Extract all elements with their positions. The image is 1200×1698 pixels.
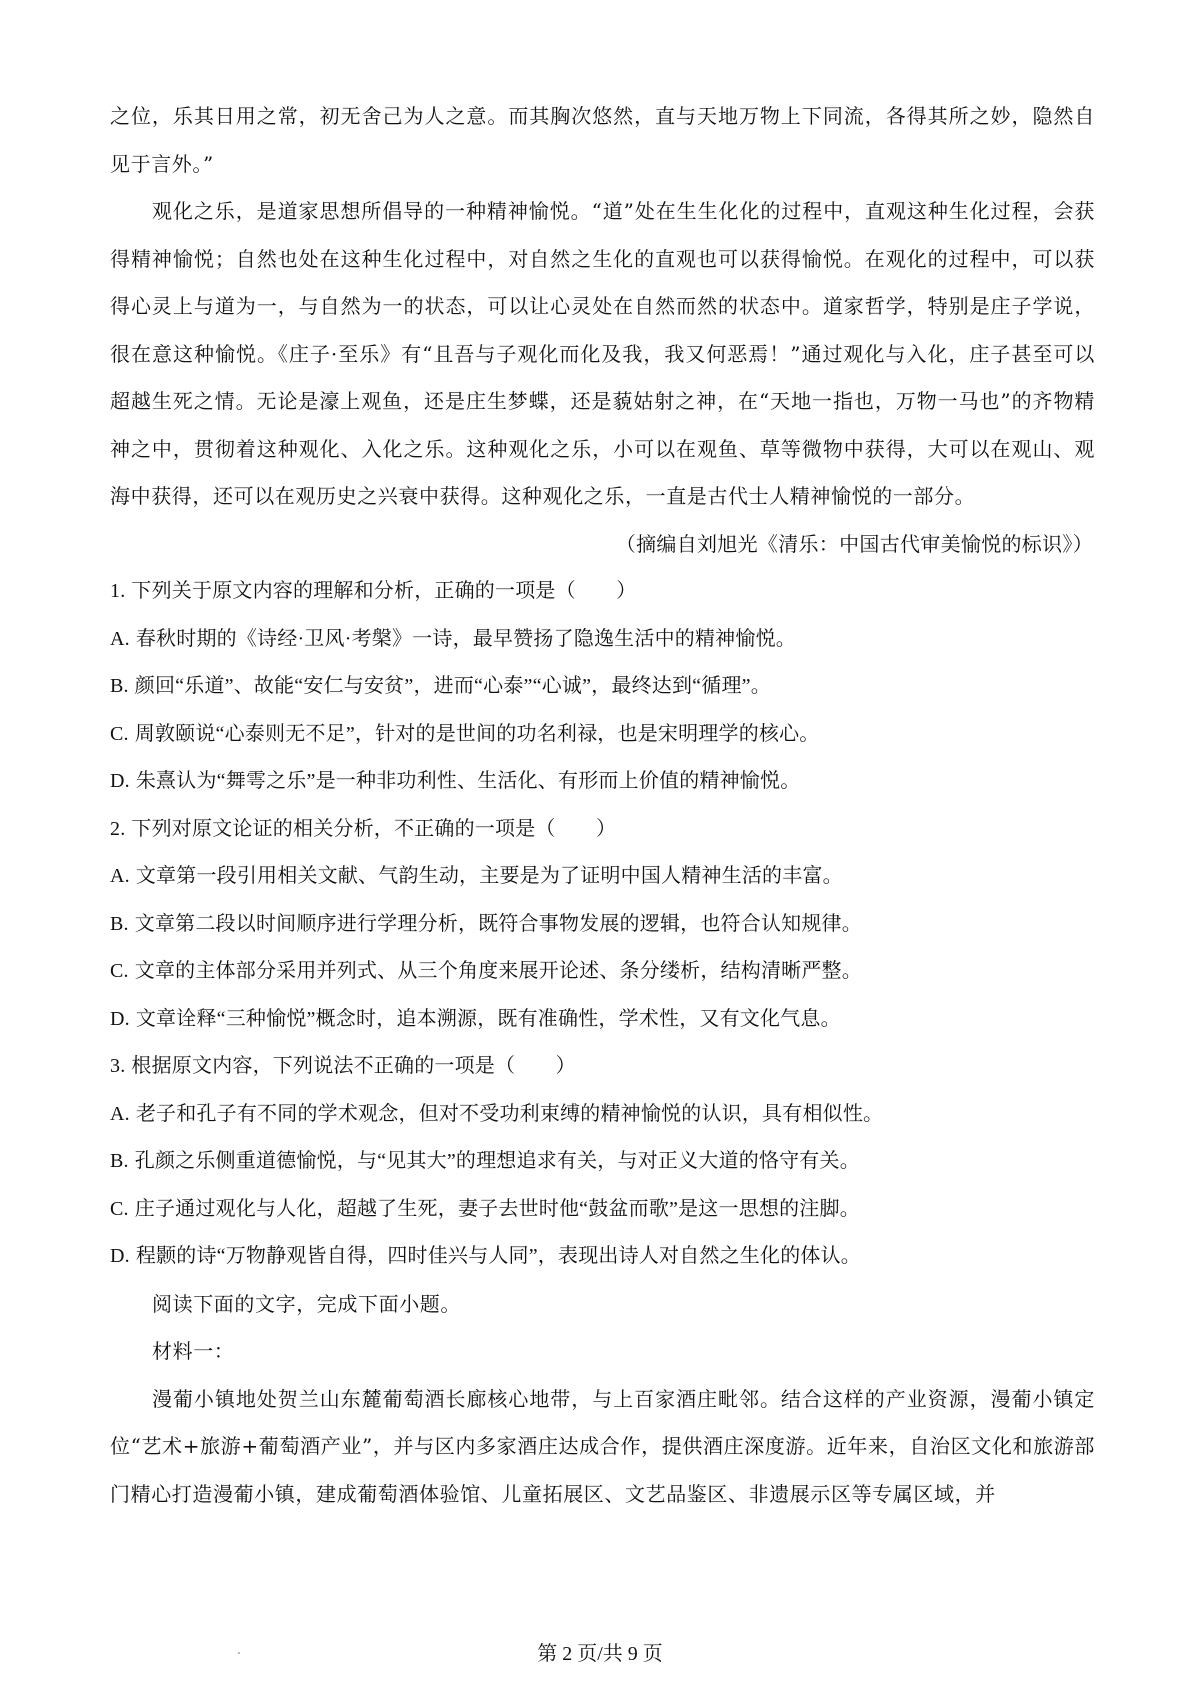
question-1-option-b — [110, 663, 1095, 711]
question-2-option-b — [110, 901, 1095, 949]
option-text: 文章诠释“三种愉悦”概念时，追本溯源，既有准确性，学术性，又有文化气息。 — [135, 1007, 841, 1030]
page-content — [110, 93, 1095, 1518]
question-1-option-d — [110, 758, 1095, 806]
question-stem: 根据原文内容，下列说法不正确的一项是（ ） — [131, 1055, 576, 1077]
question-1 — [110, 568, 1095, 616]
passage-paragraph-1: 之位，乐其日用之常，初无舍己为人之意。而其胸次悠然，直与天地万物上下同流，各得其所之妙，隐然自见于言外。” — [110, 104, 1095, 176]
option-text: 文章的主体部分采用并列式、从三个角度来展开论述、条分缕析，结构清晰严整。 — [134, 960, 862, 982]
question-3-option-b — [110, 1138, 1095, 1186]
material-paragraph-1: 漫葡小镇地处贺兰山东麓葡萄酒长廊核心地带，与上百家酒庄毗邻。结合这样的产业资源，漫葡小镇定位“艺术+旅游+葡萄酒产业”，并与区内多家酒庄达成合作，提供酒庄深度游。近年来，自治区文化和旅游部门精心打造漫葡小镇，建成葡萄酒体验馆、儿童拓展区、文艺品鉴区、非遗展示区等专属区域，并 — [110, 1386, 1095, 1506]
option-text: 庄子通过观化与人化，超越了生死，妻子去世时他“鼓盆而歌”是这一思想的注脚。 — [134, 1197, 860, 1220]
question-number: 3. — [110, 1055, 126, 1077]
question-stem: 下列关于原文内容的理解和分析，正确的一项是（ ） — [131, 580, 637, 602]
option-text: 春秋时期的《诗经·卫风·考槃》一诗，最早赞扬了隐逸生活中的精神愉悦。 — [135, 627, 796, 650]
question-stem: 下列对原文论证的相关分析，不正确的一项是（ ） — [131, 817, 617, 840]
option-letter: D. — [110, 770, 130, 792]
option-letter: A. — [110, 1102, 130, 1125]
option-text: 周敦颐说“心泰则无不足”，针对的是世间的功名利禄，也是宋明理学的核心。 — [134, 722, 820, 745]
option-letter: B. — [110, 675, 129, 697]
option-letter: C. — [110, 960, 129, 982]
passage-paragraph-2: 观化之乐，是道家思想所倡导的一种精神愉悦。“道”处在生生化化的过程中，直观这种生化过程，会获得精神愉悦；自然也处在这种生化过程中，对自然之生化的直观也可以获得愉悦。在观化的过程中，可以获得心灵上与道为一，与自然为一的状态，可以让心灵处在自然而然的状态中。道家哲学，特别是庄子学说，很在意这种愉悦。《庄子·至乐》有“且吾与子观化而化及我，我又何恶焉！”通过观化与入化，庄子甚至可以超越生死之情。无论是濠上观鱼，还是庄生梦蝶，还是藐姑射之神，在“天地一指也，万物一马也”的齐物精神之中，贯彻着这种观化、入化之乐。这种观化之乐，小可以在观鱼、草等微物中获得，大可以在观山、观海中获得，还可以在观历史之兴衰中获得。这种观化之乐，一直是古代士人精神愉悦的一部分。 — [110, 199, 1095, 508]
question-2-option-a — [110, 853, 1095, 901]
question-number: 2. — [110, 817, 126, 840]
question-1-option-a — [110, 616, 1095, 664]
material-title: 材料一： — [152, 1339, 235, 1363]
question-3 — [110, 1043, 1095, 1091]
option-text: 孔颜之乐侧重道德愉悦，与“见其大”的理想追求有关，与对正义大道的恪守有关。 — [134, 1150, 860, 1172]
option-letter: C. — [110, 1197, 129, 1220]
question-3-option-d — [110, 1233, 1095, 1281]
page-number: 第 2 页/共 9 页 — [537, 1643, 663, 1665]
question-2 — [110, 806, 1095, 854]
option-letter: C. — [110, 722, 129, 745]
question-2-option-d — [110, 996, 1095, 1044]
question-3-option-c — [110, 1186, 1095, 1234]
reading-instruction: 阅读下面的文字，完成下面小题。 — [152, 1291, 461, 1316]
option-letter: B. — [110, 912, 129, 935]
option-text: 朱熹认为“舞雩之乐”是一种非功利性、生活化、有形而上价值的精神愉悦。 — [135, 770, 801, 792]
option-letter: D. — [110, 1245, 130, 1267]
option-text: 文章第二段以时间顺序进行学理分析，既符合事物发展的逻辑，也符合认知规律。 — [134, 912, 862, 935]
question-3-option-a — [110, 1091, 1095, 1139]
option-text: 程颢的诗“万物静观皆自得，四时佳兴与人同”，表现出诗人对自然之生化的体认。 — [135, 1245, 861, 1267]
option-letter: B. — [110, 1150, 129, 1172]
passage-source: （摘编自刘旭光《清乐：中国古代审美愉悦的标识》） — [615, 531, 1093, 556]
option-text: 文章第一段引用相关文献、气韵生动，主要是为了证明中国人精神生活的丰富。 — [135, 865, 843, 887]
option-text: 颜回“乐道”、故能“安仁与安贫”，进而“心泰”“心诚”，最终达到“循理”。 — [134, 675, 771, 697]
option-letter: A. — [110, 627, 130, 650]
option-letter: D. — [110, 1007, 130, 1030]
option-text: 老子和孔子有不同的学术观念，但对不受功利束缚的精神愉悦的认识，具有相似性。 — [135, 1102, 884, 1125]
option-letter: A. — [110, 865, 130, 887]
question-2-option-c — [110, 948, 1095, 996]
question-number: 1. — [110, 580, 126, 602]
question-1-option-c — [110, 711, 1095, 759]
